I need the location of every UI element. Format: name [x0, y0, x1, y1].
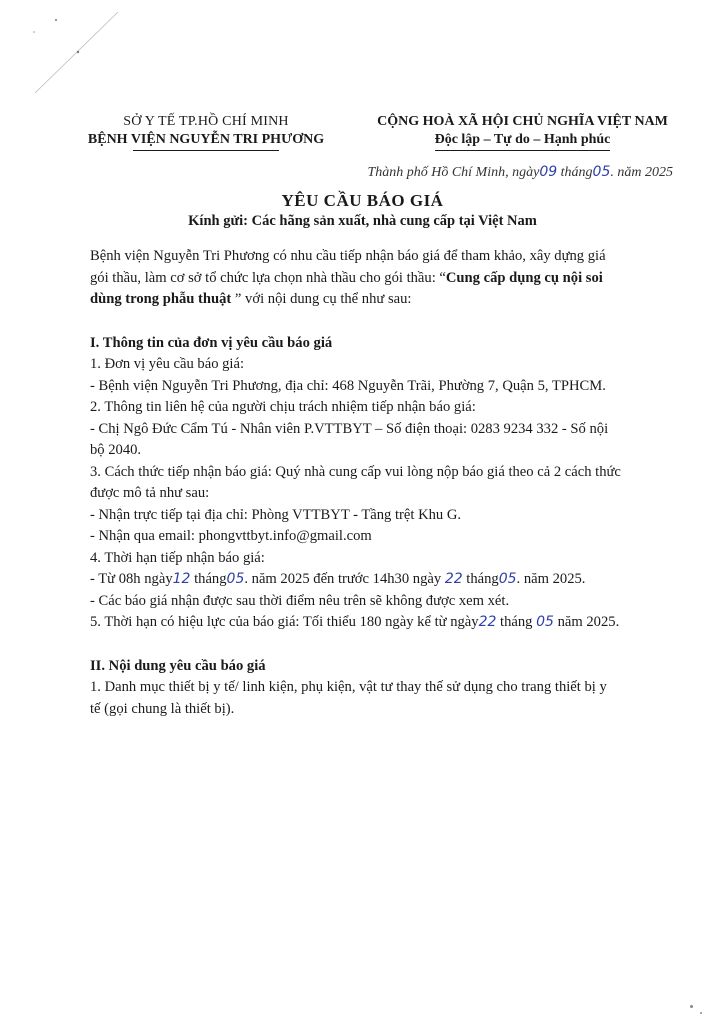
scan-speck — [700, 1012, 702, 1014]
issuing-organization — [72, 113, 340, 151]
scan-speck — [690, 1005, 693, 1008]
hospital-underline — [133, 150, 279, 151]
intro-line-2 — [90, 268, 675, 290]
section-2-heading: II. Nội dung yêu cầu báo giá — [90, 657, 266, 674]
hospital-name: BỆNH VIỆN NGUYỄN TRI PHƯƠNG — [87, 132, 325, 147]
start-day-handwritten: 12 — [172, 571, 191, 587]
requesting-unit-address: - Bệnh viện Nguyễn Tri Phương, địa chỉ: 468 Nguyễn Trãi, Phường 7, Quận 5, TPHCM. — [90, 377, 606, 394]
window-text: - Từ 08h ngày — [90, 571, 173, 587]
department-name: SỞ Y TẾ TP.HỒ CHÍ MINH — [123, 114, 289, 129]
window-text: tháng — [190, 571, 227, 587]
validity-day-handwritten: 22 — [478, 614, 497, 630]
document-body — [90, 246, 675, 720]
contact-person-line-2: bộ 2040. — [90, 442, 142, 458]
intro-line-3 — [90, 289, 675, 311]
section-2-item-1-line-2: tế (gọi chung là thiết bị). — [90, 700, 235, 717]
direct-submission: - Nhận trực tiếp tại địa chỉ: Phòng VTTBYT - Tầng trệt Khu G. — [90, 506, 462, 523]
window-text: tháng — [462, 571, 499, 587]
section-2-item-1-line-1: 1. Danh mục thiết bị y tế/ linh kiện, phụ kiện, vật tư thay thế sử dụng cho trang thiết bị y — [90, 679, 607, 695]
validity-period — [90, 612, 675, 634]
window-text: . năm 2025 đến trước 14h30 ngày — [244, 571, 445, 587]
date-month-handwritten: 05 — [592, 164, 611, 180]
validity-text: 5. Thời hạn có hiệu lực của báo giá: Tối thiểu 180 ngày kể từ ngày — [90, 614, 479, 630]
national-header — [360, 113, 685, 151]
intro-text: gói thầu, làm cơ sở tổ chức lựa chọn nhà thầu cho gói thầu: “ — [90, 269, 446, 286]
intro-line-1: Bệnh viện Nguyễn Tri Phương có nhu cầu tiếp nhận báo giá để tham khảo, xây dựng giá — [90, 248, 606, 264]
nation-name: CỘNG HOÀ XÃ HỘI CHỦ NGHĨA VIỆT NAM — [377, 114, 668, 129]
validity-text: năm 2025. — [553, 614, 620, 630]
end-month-handwritten: 05 — [498, 571, 517, 587]
submission-window — [90, 569, 675, 591]
date-day-handwritten: 09 — [539, 164, 558, 180]
end-day-handwritten: 22 — [444, 571, 463, 587]
section-1-item-3-line-1: 3. Cách thức tiếp nhận báo giá: Quý nhà cung cấp vui lòng nộp báo giá theo cả 2 cách thức — [90, 463, 621, 480]
document-recipient: Kính gửi: Các hãng sản xuất, nhà cung cấp tại Việt Nam — [188, 213, 537, 229]
package-name-part-2: dùng trong phẫu thuật — [90, 291, 232, 307]
national-motto: Độc lập – Tự do – Hạnh phúc — [435, 131, 611, 151]
date-month-label: tháng — [560, 165, 593, 180]
document-title: YÊU CẦU BÁO GIÁ — [281, 191, 444, 210]
validity-text: tháng — [496, 614, 537, 630]
section-1-item-3-line-2: được mô tả như sau: — [90, 485, 210, 501]
intro-text-end: ” với nội dung cụ thể như sau: — [231, 291, 412, 307]
date-prefix: Thành phố Hồ Chí Minh, ngày — [367, 165, 540, 180]
scan-scratch-marks — [30, 8, 125, 98]
date-suffix: . năm 2025 — [610, 165, 673, 180]
late-submission-note: - Các báo giá nhận được sau thời điểm nêu trên sẽ không được xem xét. — [90, 592, 510, 609]
package-name-part-1: Cung cấp dụng cụ nội soi — [445, 269, 603, 286]
email-submission: - Nhận qua email: phongvttbyt.info@gmail.com — [90, 528, 372, 544]
document-date — [367, 164, 673, 181]
section-1-item-4: 4. Thời hạn tiếp nhận báo giá: — [90, 549, 265, 566]
section-1-heading: I. Thông tin của đơn vị yêu cầu báo giá — [90, 334, 333, 351]
window-text: . năm 2025. — [516, 571, 586, 587]
section-1-item-1: 1. Đơn vị yêu cầu báo giá: — [90, 356, 245, 372]
validity-month-handwritten: 05 — [536, 614, 554, 630]
section-1-item-2: 2. Thông tin liên hệ của người chịu trách nhiệm tiếp nhận báo giá: — [90, 399, 476, 415]
contact-person-line-1: - Chị Ngô Đức Cẩm Tú - Nhân viên P.VTTBYT – Số điện thoại: 0283 9234 332 - Số nội — [90, 420, 609, 437]
start-month-handwritten: 05 — [226, 571, 245, 587]
